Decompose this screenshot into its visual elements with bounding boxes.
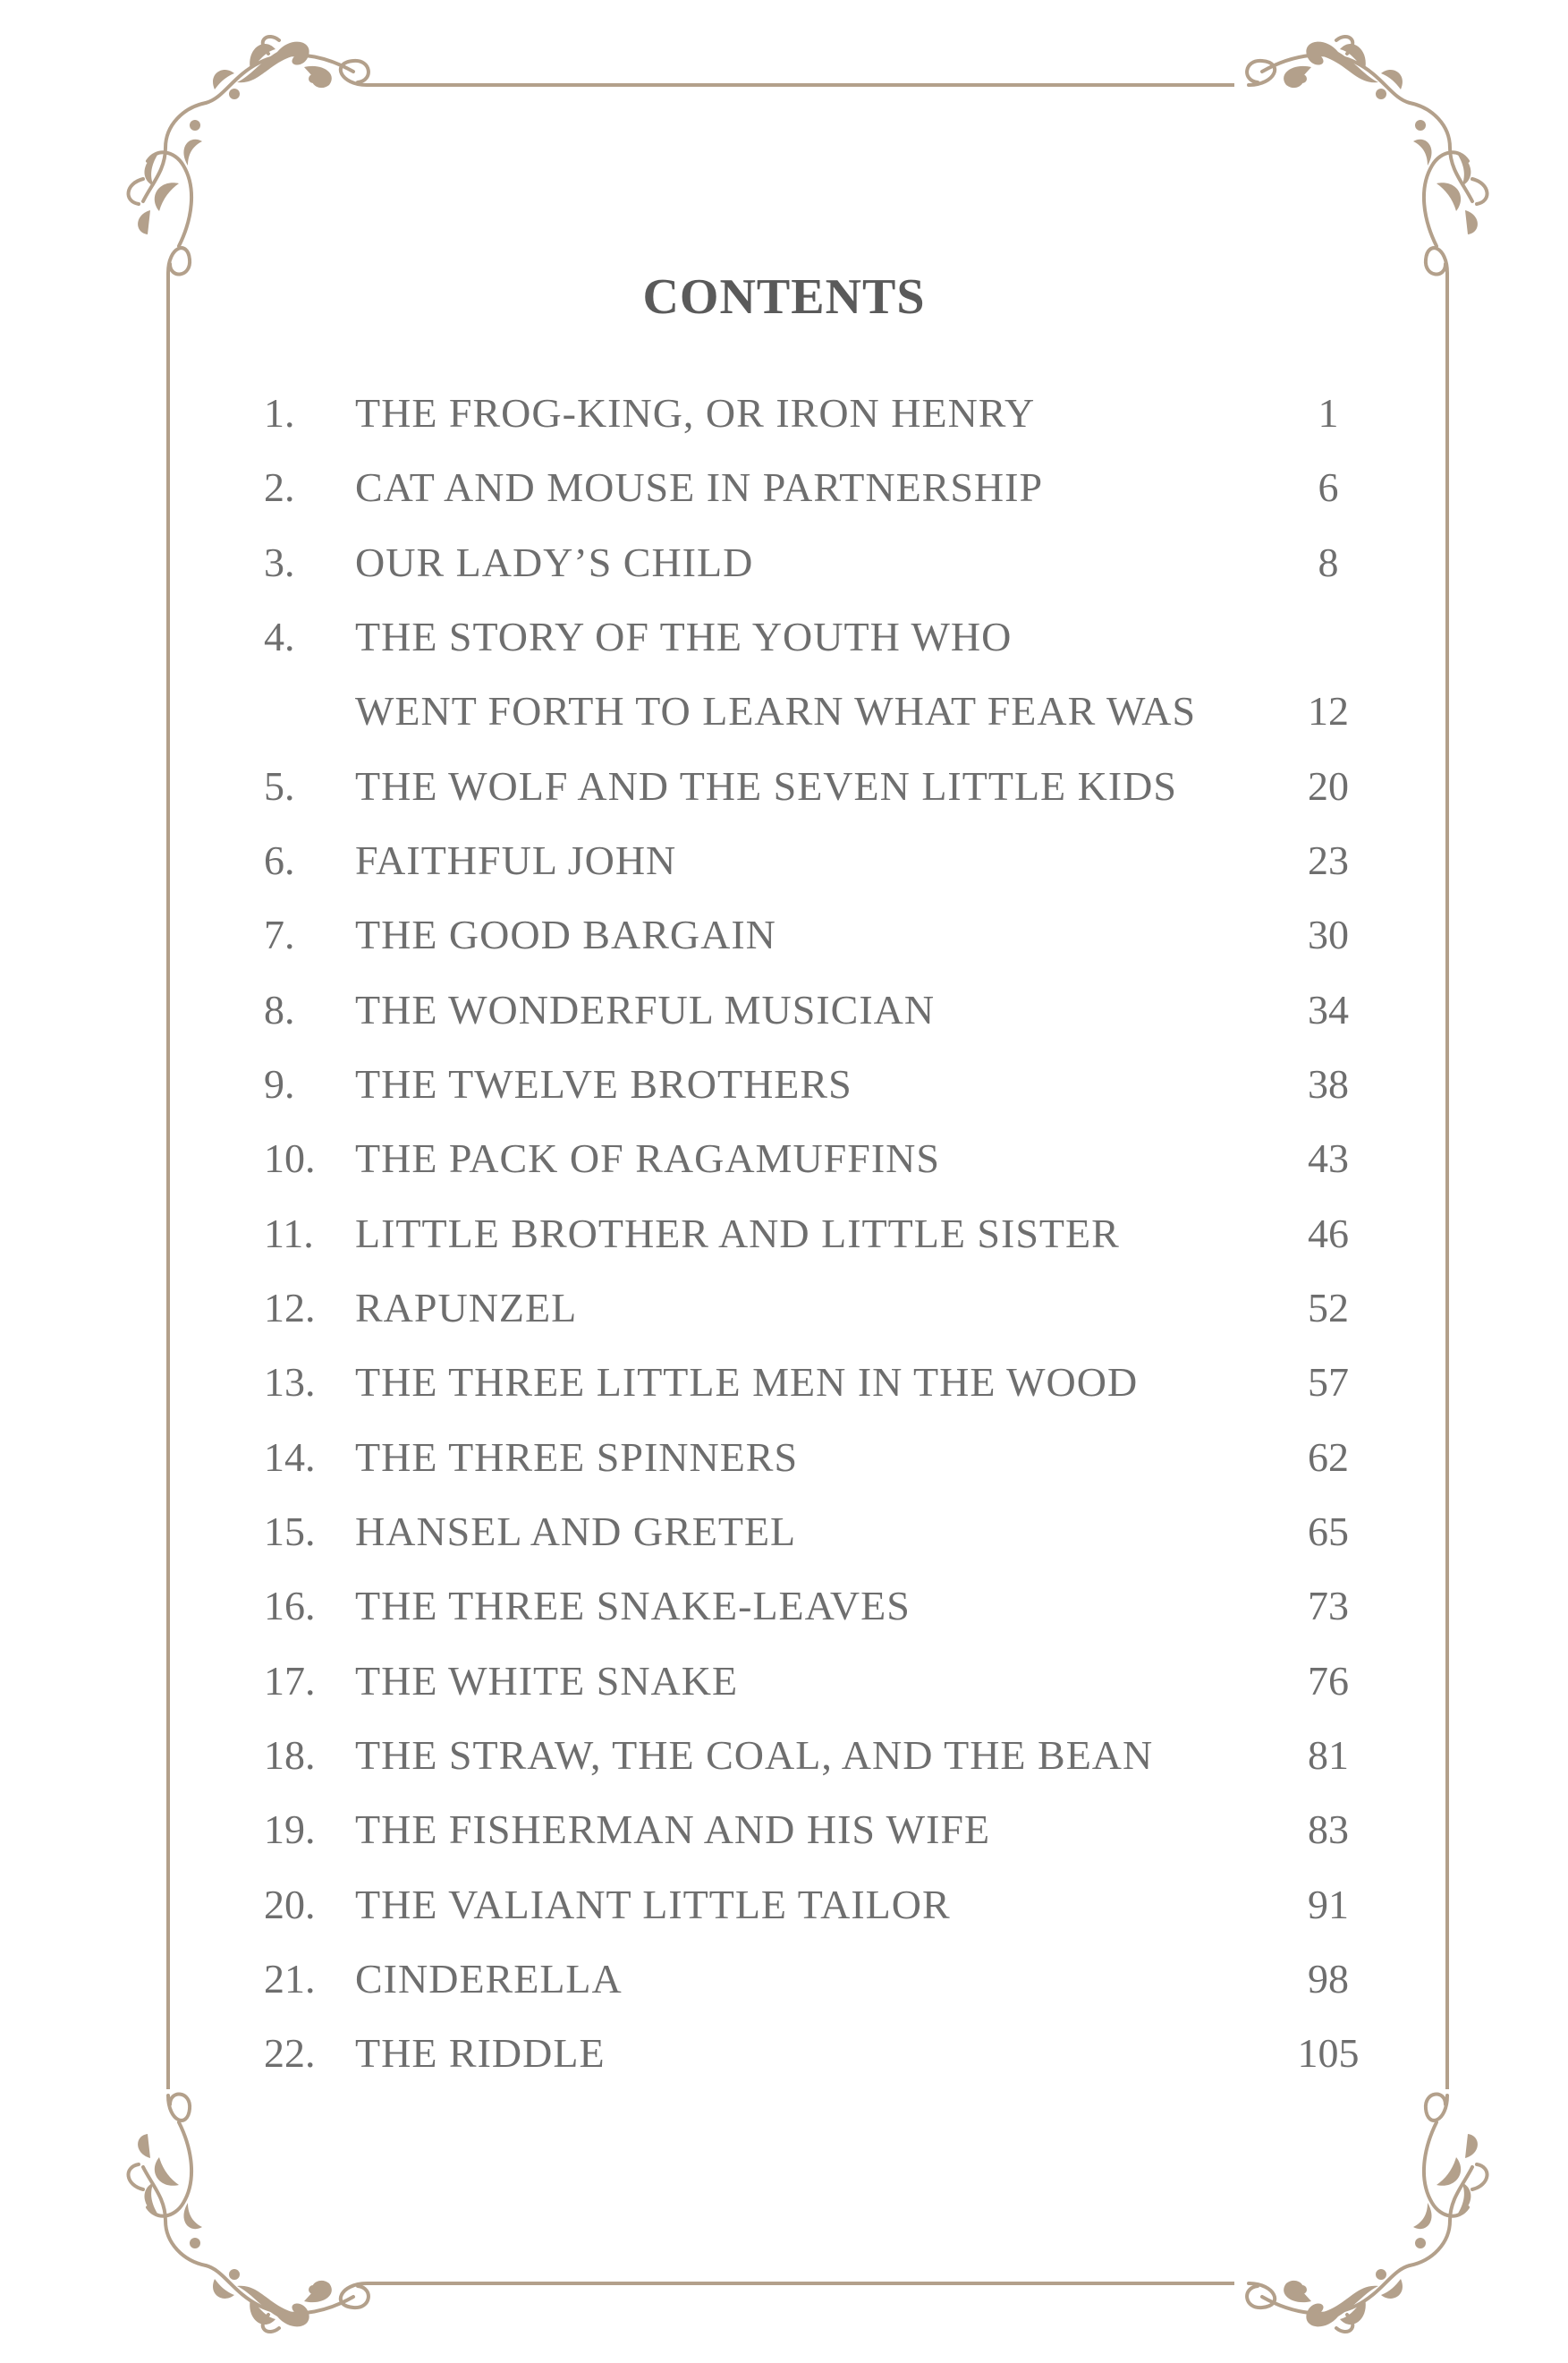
entry-title-line: THE THREE LITTLE MEN IN THE WOOD <box>355 1359 1139 1405</box>
entry-number: 5. <box>264 763 295 809</box>
entry-number: 10. <box>264 1135 316 1181</box>
toc-entry <box>0 1722 1568 1798</box>
toc-entry <box>0 2020 1568 2095</box>
entry-number: 12. <box>264 1285 316 1330</box>
entry-title <box>355 837 677 883</box>
entry-page-number: 12 <box>1308 688 1349 734</box>
toc-entry <box>0 1424 1568 1500</box>
entry-title-line: CAT AND MOUSE IN PARTNERSHIP <box>355 464 1044 510</box>
entry-title <box>355 616 1196 732</box>
entry-title-line: THE WONDERFUL MUSICIAN <box>355 987 936 1033</box>
entry-title-line: THE THREE SPINNERS <box>355 1434 799 1480</box>
toc-entry <box>0 1648 1568 1723</box>
entry-title-line: THE THREE SNAKE-LEAVES <box>355 1583 911 1628</box>
entry-title <box>355 1806 991 1852</box>
entry-number: 17. <box>264 1658 316 1704</box>
entry-title-line: THE STORY OF THE YOUTH WHO <box>355 614 1013 659</box>
entry-title-line: FAITHFUL JOHN <box>355 837 677 883</box>
entry-title <box>355 2030 606 2076</box>
entry-page-number: 30 <box>1308 912 1349 957</box>
entry-page-number: 65 <box>1308 1509 1349 1554</box>
toc-entry <box>0 380 1568 455</box>
toc-entry <box>0 1051 1568 1126</box>
entry-number: 14. <box>264 1434 316 1480</box>
toc-entry <box>0 530 1568 605</box>
entry-title-line: THE PACK OF RAGAMUFFINS <box>355 1135 940 1181</box>
entry-number: 4. <box>264 614 295 659</box>
entry-title-line: THE TWELVE BROTHERS <box>355 1061 852 1107</box>
toc-entry <box>0 1499 1568 1574</box>
entry-number: 20. <box>264 1882 316 1927</box>
entry-title <box>355 1135 940 1181</box>
entry-title-line: THE WOLF AND THE SEVEN LITTLE KIDS <box>355 763 1177 809</box>
entry-title <box>355 464 1044 510</box>
entry-title <box>355 1359 1139 1405</box>
toc-entry <box>0 1126 1568 1201</box>
entry-page-number: 43 <box>1308 1135 1349 1181</box>
entry-title-line: CINDERELLA <box>355 1956 623 2002</box>
toc-entry <box>0 1797 1568 1872</box>
entry-title-line: HANSEL AND GRETEL <box>355 1509 797 1554</box>
toc-entry <box>0 902 1568 977</box>
toc-entry <box>0 828 1568 903</box>
entry-title-line: THE GOOD BARGAIN <box>355 912 776 957</box>
entry-page-number: 98 <box>1308 1956 1349 2002</box>
toc-entry <box>0 1872 1568 1947</box>
entry-title <box>355 1884 951 1925</box>
entry-page-number: 23 <box>1308 837 1349 883</box>
entry-page-number: 83 <box>1308 1806 1349 1852</box>
entry-page-number: 20 <box>1308 763 1349 809</box>
entry-title-line: OUR LADY’S CHILD <box>355 540 754 585</box>
entry-title <box>355 914 776 956</box>
entry-title <box>355 1658 739 1704</box>
entry-page-number: 38 <box>1308 1061 1349 1107</box>
entry-page-number: 1 <box>1318 390 1339 436</box>
toc-entry <box>0 604 1568 753</box>
entry-page-number: 81 <box>1308 1732 1349 1778</box>
toc-entry <box>0 1275 1568 1350</box>
entry-title-line: RAPUNZEL <box>355 1285 578 1330</box>
entry-number: 19. <box>264 1806 316 1852</box>
entry-page-number: 8 <box>1318 540 1339 585</box>
entry-title <box>355 1434 799 1480</box>
entry-number: 18. <box>264 1732 316 1778</box>
toc-entry <box>0 977 1568 1052</box>
entry-title-line: THE STRAW, THE COAL, AND THE BEAN <box>355 1732 1154 1778</box>
entry-title-line: THE WHITE SNAKE <box>355 1658 739 1704</box>
toc-entry <box>0 1349 1568 1424</box>
entry-title-line: WENT FORTH TO LEARN WHAT FEAR WAS <box>355 688 1197 734</box>
entry-title-line: THE VALIANT LITTLE TAILOR <box>355 1882 951 1927</box>
entry-page-number: 57 <box>1308 1359 1349 1405</box>
entry-title <box>355 1213 1120 1254</box>
entry-number: 3. <box>264 540 295 585</box>
entry-page-number: 91 <box>1308 1882 1349 1927</box>
entry-title <box>355 763 1177 809</box>
entry-title <box>355 542 753 583</box>
toc-entry <box>0 1201 1568 1276</box>
entry-title <box>355 390 1036 436</box>
entry-number: 1. <box>264 390 295 436</box>
entry-title <box>355 1061 852 1107</box>
entry-number: 9. <box>264 1061 295 1107</box>
entry-number: 13. <box>264 1359 316 1405</box>
toc-entry <box>0 455 1568 530</box>
entry-title <box>355 1285 578 1330</box>
entry-number: 8. <box>264 987 295 1033</box>
entry-title <box>355 1956 623 2002</box>
entry-number: 2. <box>264 464 295 510</box>
entry-number: 15. <box>264 1509 316 1554</box>
toc-entry <box>0 1573 1568 1648</box>
entry-number: 22. <box>264 2030 316 2076</box>
entry-page-number: 105 <box>1297 2030 1360 2076</box>
entry-number: 11. <box>264 1211 314 1256</box>
entry-title-line: THE RIDDLE <box>355 2030 606 2076</box>
entry-title-line: LITTLE BROTHER AND LITTLE SISTER <box>355 1211 1120 1256</box>
entry-page-number: 52 <box>1308 1285 1349 1330</box>
entry-title-line: THE FISHERMAN AND HIS WIFE <box>355 1806 991 1852</box>
entry-number: 21. <box>264 1956 316 2002</box>
entry-number: 16. <box>264 1583 316 1628</box>
entry-title <box>355 1585 911 1627</box>
entry-page-number: 6 <box>1318 464 1339 510</box>
entry-title <box>355 1511 796 1552</box>
entry-number: 6. <box>264 837 295 883</box>
entry-title-line: THE FROG-KING, OR IRON HENRY <box>355 390 1036 436</box>
entry-page-number: 46 <box>1308 1211 1349 1256</box>
toc-entry <box>0 1946 1568 2021</box>
page-title: CONTENTS <box>642 269 926 325</box>
entry-page-number: 76 <box>1308 1658 1349 1704</box>
entry-page-number: 62 <box>1308 1434 1349 1480</box>
entry-number: 7. <box>264 912 295 957</box>
entry-page-number: 34 <box>1308 987 1349 1033</box>
entry-title <box>355 987 936 1033</box>
entry-title <box>355 1732 1154 1778</box>
toc-entry <box>0 753 1568 829</box>
entry-page-number: 73 <box>1308 1583 1349 1628</box>
